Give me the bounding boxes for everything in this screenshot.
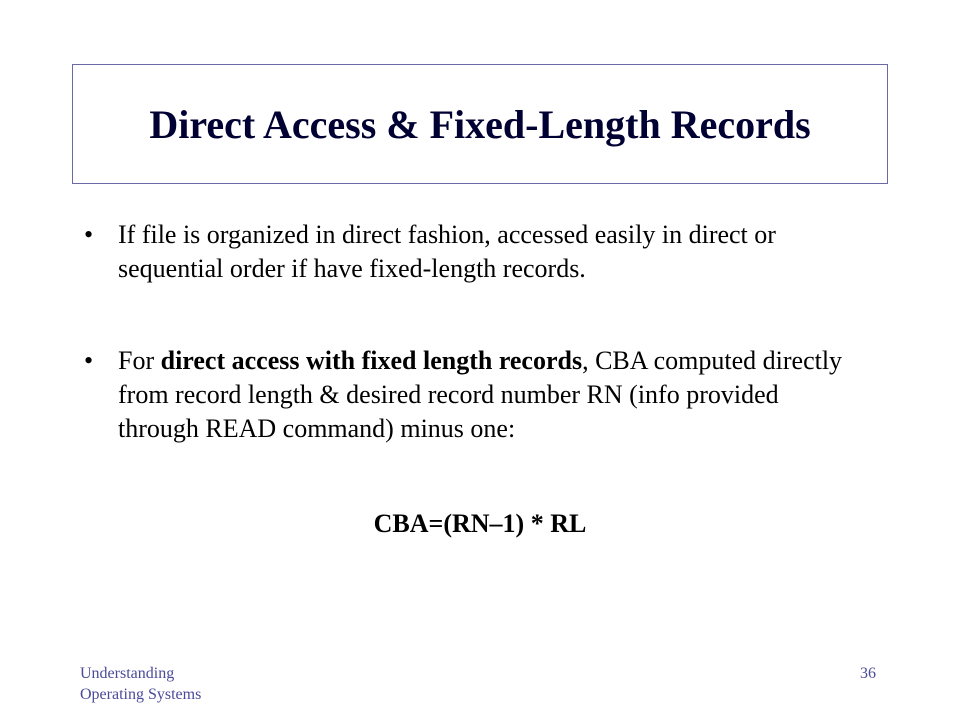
bullet-marker: •	[84, 220, 94, 249]
footer-course-title	[80, 663, 201, 705]
bullet-list	[84, 218, 844, 446]
bullet-marker: •	[84, 346, 94, 375]
footer-course-line-1: Understanding	[80, 665, 175, 682]
title-box	[72, 64, 888, 184]
slide-title: Direct Access & Fixed-Length Records	[149, 101, 811, 147]
page-number: 36	[860, 665, 876, 682]
cba-formula: CBA=(RN–1) * RL	[373, 509, 587, 538]
bullet-text-2-prefix: For	[118, 346, 161, 375]
bullet-text-1: If file is organized in direct fashion, accessed easily in direct or sequential order if have fixed-length records.	[118, 220, 776, 283]
bullet-text-2-emphasis: direct access with fixed length records	[160, 346, 583, 375]
bullet-text-2-suffix: , CBA computed directly from record length & desired record number RN (info provided through READ command) minus one:	[118, 346, 843, 443]
bullet-item-1	[84, 218, 844, 286]
bullet-item-2	[84, 344, 844, 446]
footer-course-line-2: Operating Systems	[80, 686, 202, 703]
